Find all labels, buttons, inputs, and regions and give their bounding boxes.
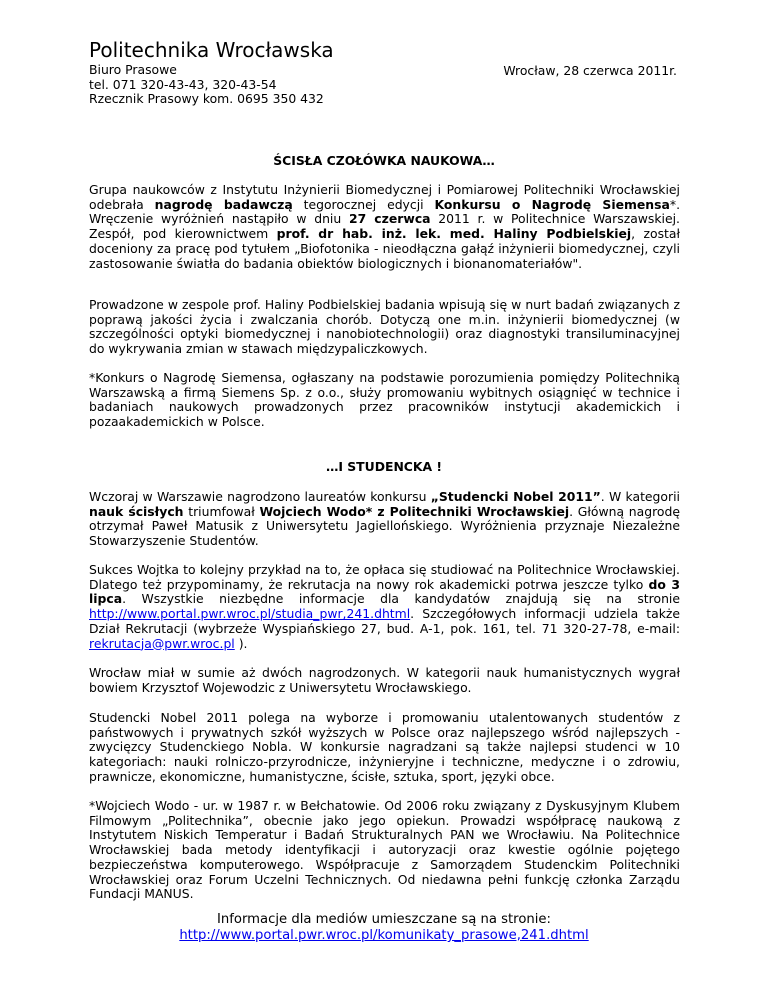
text-run: . Główną nagrodę otrzymał Paweł Matusik z Uniwersytetu Jagiellońskiego. Wyróżnienia przyznaje Niezależne Stowarzyszenie Studentów. bbox=[89, 503, 680, 549]
paragraph-siemens-note: *Konkurs o Nagrodę Siemensa, ogłaszany na podstawie porozumienia pomiędzy Politechniką Warszawską a firmą Siemens Sp. z o.o., służy promowaniu wybitnych osiągnięć w technice i badaniach naukowych prowadzonych przez pracowników instytucji akademickich i pozaakademickich w Polsce. bbox=[89, 370, 680, 430]
text-run: tegorocznej edycji bbox=[292, 196, 435, 212]
text-run: triumfował bbox=[183, 503, 260, 519]
paragraph-winners: Wrocław miał w sumie aż dwóch nagrodzonych. W kategorii nauk humanistycznych wygrał bowiem Krzysztof Wojewodzic z Uniwersytetu Wrocławskiego. bbox=[89, 665, 680, 695]
footer-note: Informacje dla mediów umieszczane są na stronie: bbox=[217, 912, 551, 927]
recruitment-link[interactable]: http://www.portal.pwr.wroc.pl/studia_pwr,241.dhtml bbox=[89, 606, 411, 622]
contact-block bbox=[89, 63, 324, 107]
bold-text: nagrodę badawczą bbox=[154, 196, 293, 212]
document-date: Wrocław, 28 czerwca 2011r. bbox=[503, 63, 677, 78]
text-run: ). bbox=[234, 635, 248, 651]
footer bbox=[0, 912, 768, 944]
text-run: Grupa naukowców z Instytutu Inżynierii Biomedycznej i Pomiarowej Politechniki Wrocławskiej odebrała bbox=[89, 182, 680, 212]
phone-line: tel. 071 320-43-43, 320-43-54 bbox=[89, 76, 277, 92]
spokesperson-line: Rzecznik Prasowy kom. 0695 350 432 bbox=[89, 91, 324, 107]
email-link[interactable]: rekrutacja@pwr.wroc.pl bbox=[89, 635, 235, 651]
paragraph-student-nobel bbox=[89, 490, 680, 549]
text-run: , został doceniony za pracę pod tytułem „Biofotonika - nieodłączna gałąź inżynierii biomedycznej, czyli zastosowanie światła do badania obiektów biologicznych i bionanomateriałów". bbox=[89, 226, 681, 271]
bold-text: Konkursu o Nagrodę Siemensa bbox=[434, 196, 670, 212]
text-run: Wczoraj w Warszawie nagrodzono laureatów konkursu bbox=[89, 489, 431, 504]
text-run: . W kategorii bbox=[600, 489, 680, 504]
text-run: Sukces Wojtka to kolejny przykład na to, że opłaca się studiować na Politechnice Wrocławskiej. Dlatego też przypominamy, że rekrutacja na nowy rok akademicki potrwa jeszcze tylko bbox=[89, 562, 680, 592]
paragraph-bio: *Wojciech Wodo - ur. w 1987 r. w Bełchatowie. Od 2006 roku związany z Dyskusyjnym Klubem Filmowym „Politechnika”, obecnie jako jego opiekun. Prowadzi współpracę naukową z Instytutem Niskich Temperatur i Badań Strukturalnych PAN we Wrocławiu. Na Politechnice Wrocławskiej bada metody identyfikacji i autoryzacji oraz kwestie ogólnie pojętego bezpieczeństwa komputerowego. Współpracuje z Samorządem Studenckim Politechniki Wrocławskiej oraz Forum Uczelni Technicznych. Od niedawna pełni funkcję członka Zarządu Fundacji MANUS. bbox=[89, 798, 680, 902]
paragraph-competition: Studencki Nobel 2011 polega na wyborze i promowaniu utalentowanych studentów z państwowych i prywatnych szkół wyższych w Polsce oraz najlepszego wśród najlepszych - zwycięzcy Studenckiego Nobla. W konkursie nagradzani są także najlepsi studenci w 10 kategoriach: nauki rolniczo-przyrodnicze, inżynieryjne i techniczne, medyczne i o zdrowiu, prawnicze, ekonomiczne, humanistyczne, ścisłe, sztuka, sport, języki obce. bbox=[89, 710, 680, 784]
bold-text: Wojciech Wodo* z Politechniki Wrocławskiej bbox=[259, 503, 570, 519]
footer-link[interactable]: http://www.portal.pwr.wroc.pl/komunikaty_prasowe,241.dhtml bbox=[179, 928, 589, 943]
institution-title: Politechnika Wrocławska bbox=[89, 38, 334, 62]
bold-text: nauk ścisłych bbox=[89, 503, 184, 519]
bold-text: 27 czerwca bbox=[348, 211, 431, 227]
section-heading-research: ŚCISŁA CZOŁÓWKA NAUKOWA… bbox=[273, 153, 495, 168]
paragraph-award bbox=[89, 183, 680, 271]
paragraph-research: Prowadzone w zespole prof. Haliny Podbielskiej badania wpisują się w nurt badań związanych z poprawą jakości życia i zwalczania chorób. Dotyczą one m.in. inżynierii biomedycznej (w szczególności optyki biomedycznej i nanobiotechnologii) oraz diagnostyki transiluminacyjnej do wykrywania zmian w stawach międzypaliczkowych. bbox=[89, 297, 680, 357]
text-run: 2011 r. w Politechnice Warszawskiej. Zespół, pod kierownictwem bbox=[89, 211, 680, 242]
bold-text: do 3 lipca bbox=[89, 576, 680, 607]
text-run: . Szczegółowych informacji udziela także Dział Rekrutacji (wybrzeże Wyspiańskiego 27, bud. A-1, pok. 161, tel. 71 320-27-78, e-mail: bbox=[89, 606, 680, 636]
office-name: Biuro Prasowe bbox=[89, 62, 177, 77]
bold-text: prof. dr hab. inż. lek. med. Haliny Podbielskiej bbox=[276, 226, 632, 242]
bold-text: „Studencki Nobel 2011” bbox=[430, 489, 601, 504]
section-heading-student: …I STUDENCKA ! bbox=[325, 459, 443, 474]
text-run: . Wszystkie niezbędne informacje dla kandydatów znajdują się na stronie bbox=[122, 591, 680, 607]
text-run: *. Wręczenie wyróżnień nastąpiło w dniu bbox=[89, 196, 681, 227]
paragraph-recruitment bbox=[89, 563, 680, 651]
